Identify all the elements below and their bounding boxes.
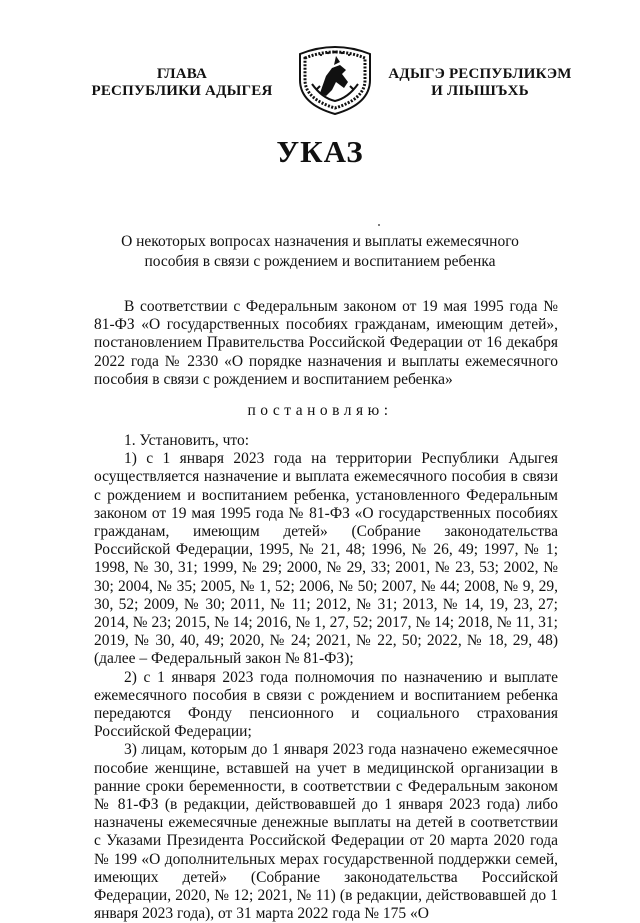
adygea-coat-of-arms-icon (290, 38, 380, 118)
subject-line: пособия в связи с рождением и воспитанием ребенка (144, 252, 496, 270)
subject-line: О некоторых вопросах назначения и выплаты ежемесячного (121, 233, 519, 250)
item-heading: 1. Установить, что: (124, 432, 250, 449)
issuer-title-adyghe (382, 66, 578, 100)
issuer-title-line: ГЛАВА (156, 66, 208, 82)
document-title: УКАЗ (276, 134, 364, 169)
scan-speck (378, 224, 380, 226)
issuer-title-line: И ЛІЫШЪХЬ (431, 83, 529, 99)
item-paragraph: 3) лицам, которым до 1 января 2023 года назначено ежемесячное пособие женщине, вставшей на учет в медицинской организации в ранние сроки беременности, в соответствии с Федеральным законом № 81-ФЗ (в редакции, действовавшей до 1 января 2023 года) либо назначены ежемесячные денежные выплаты на детей в соответствии с Указами Президента Российской Федерации от 20 марта 2020 года № 199 «О дополнительных мерах государственной поддержки семей, имеющих детей» (Собрание законодательства Российской Федерации, 2020, № 12; 2021, № 11) (в редакции, действовавшей до 1 января 2023 года), от 31 марта 2022 года № 175 «О (94, 741, 558, 923)
preamble-block (94, 298, 558, 389)
document-subject (100, 232, 540, 271)
preamble-paragraph: В соответствии с Федеральным законом от 19 мая 1995 года № 81-ФЗ «О государственных пособиях гражданам, имеющим детей», постановлением Правительства Российской Федерации от 16 декабря 2022 года № 2330 «О порядке назначения и выплаты ежемесячного пособия в связи с рождением и воспитанием ребенка» (94, 298, 558, 388)
issuer-title-line: РЕСПУБЛИКИ АДЫГЕЯ (91, 83, 273, 99)
decree-word: постановляю: (247, 402, 393, 419)
item-paragraph: 1) с 1 января 2023 года на территории Республики Адыгея осуществляется назначение и выплата ежемесячного пособия в связи с рождением и воспитанием ребенка, установленного Федеральным законом от 19 мая 1995 года № 81-ФЗ «О государственных пособиях гражданам, имеющим детей» (Собрание законодательства Российской Федерации, 1995, № 21, 48; 1996, № 26, 49; 1997, № 1; 1998, № 30, 31; 1999, № 29; 2000, № 29, 33; 2001, № 23, 53; 2002, № 30; 2004, № 35; 2005, № 1, 52; 2006, № 50; 2007, № 44; 2008, № 9, 29, 30, 52; 2009, № 30; 2011, № 11; 2012, № 31; 2013, № 14, 19, 23, 27; 2014, № 23; 2015, № 14; 2016, № 1, 27, 52; 2017, № 14; 2018, № 11, 31; 2019, № 30, 40, 49; 2020, № 24; 2021, № 22, 50; 2022, № 18, 29, 48) (далее – Федеральный закон № 81-ФЗ); (94, 450, 558, 668)
item-paragraph: 2) с 1 января 2023 года полномочия по назначению и выплате ежемесячного пособия в связи с рождением и воспитанием ребенка передаются Фонду пенсионного и социального страхования Российской Федерации; (94, 668, 558, 741)
issuer-title-line: АДЫГЭ РЕСПУБЛИКЭМ (388, 66, 572, 82)
issuer-title-russian (84, 66, 280, 100)
decree-items (94, 432, 558, 923)
